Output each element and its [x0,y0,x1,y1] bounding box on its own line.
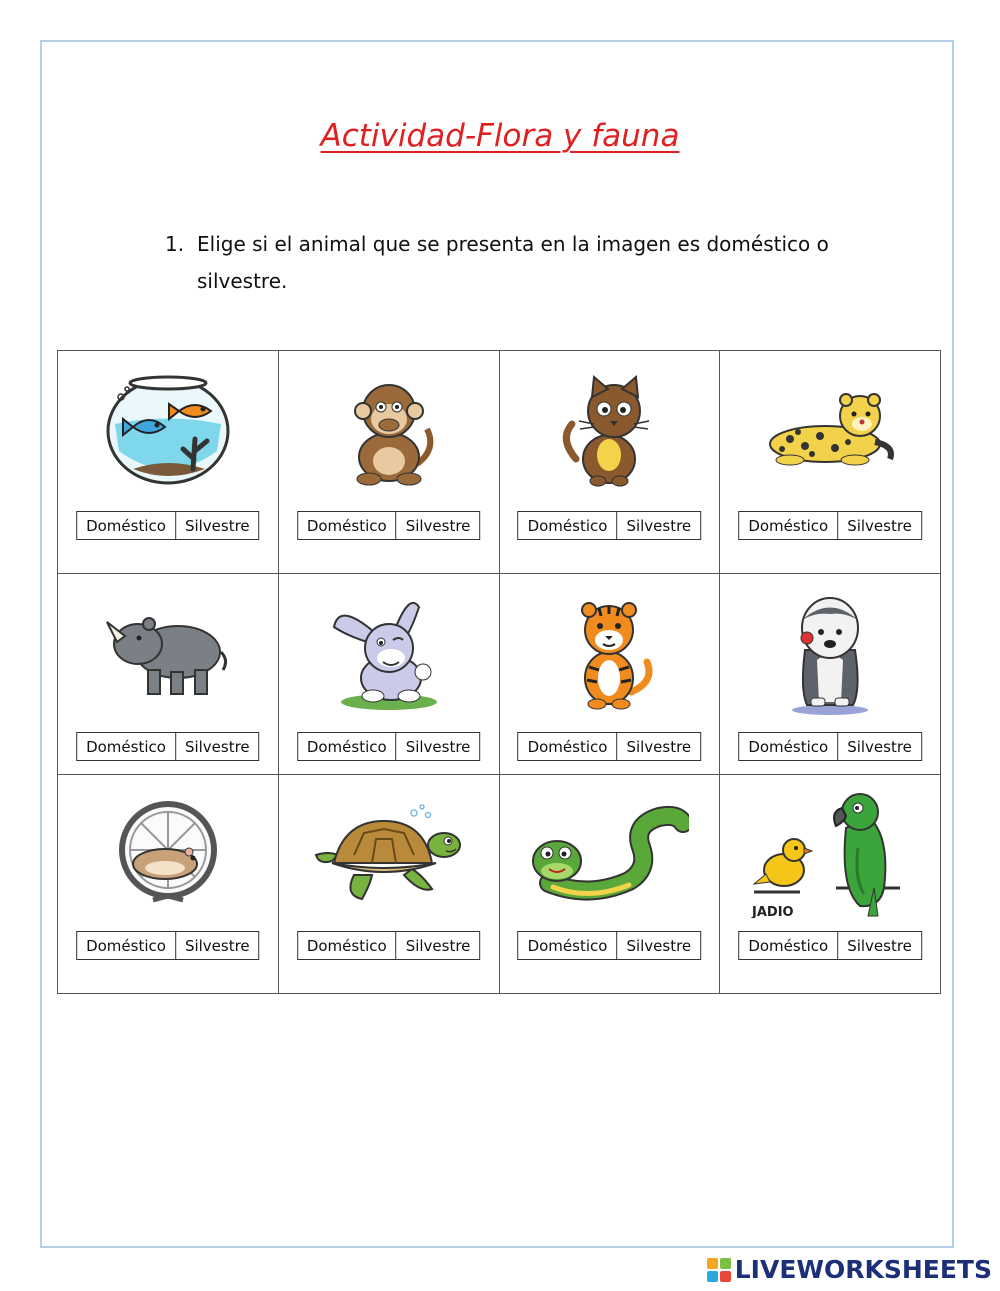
cell-fishbowl [58,351,279,574]
choice-group [76,732,260,761]
jaguar-icon [760,384,900,474]
option-silvestre[interactable]: Silvestre [396,512,480,539]
cell-turtle [278,775,499,994]
option-silvestre[interactable]: Silvestre [396,932,480,959]
choice-group [76,511,260,540]
cell-hamster [58,775,279,994]
option-silvestre[interactable]: Silvestre [837,932,921,959]
instruction-text: Elige si el animal que se presenta en la imagen es doméstico o silvestre. [197,232,829,293]
option-domestico[interactable]: Doméstico [527,516,608,535]
brand-mark-icon [707,1258,731,1282]
instruction [165,226,885,300]
option-domestico[interactable]: Doméstico [527,737,608,756]
option-domestico[interactable]: Doméstico [748,936,829,955]
option-silvestre[interactable]: Silvestre [837,733,921,760]
brand-square-3 [707,1271,718,1282]
option-domestico[interactable]: Doméstico [306,737,387,756]
animal-grid [57,350,941,994]
sheepdog-icon [785,590,875,715]
choice-group [518,511,702,540]
cell-tiger [499,574,720,775]
cat-icon [554,369,664,489]
option-silvestre[interactable]: Silvestre [616,733,700,760]
option-silvestre[interactable]: Silvestre [396,733,480,760]
page-title: Actividad-Flora y fauna [320,118,680,154]
snake-icon [529,803,689,903]
cell-snake [499,775,720,994]
cell-rabbit [278,574,499,775]
choice-group [76,931,260,960]
option-silvestre[interactable]: Silvestre [175,512,259,539]
option-silvestre[interactable]: Silvestre [837,512,921,539]
option-domestico[interactable]: Doméstico [748,516,829,535]
choice-group [738,511,922,540]
option-domestico[interactable]: Doméstico [86,516,166,535]
cell-monkey [278,351,499,574]
rabbit-icon [329,592,449,712]
option-domestico[interactable]: Doméstico [306,516,387,535]
option-silvestre[interactable]: Silvestre [175,932,259,959]
rhinoceros-icon [103,602,233,702]
choice-group [518,931,702,960]
option-domestico[interactable]: Doméstico [86,737,166,756]
option-domestico[interactable]: Doméstico [527,936,608,955]
brand-logo[interactable] [707,1255,992,1284]
option-silvestre[interactable]: Silvestre [616,512,700,539]
tiger-icon [559,592,659,712]
birds-caption: JADIO [752,905,794,918]
choice-group [518,732,702,761]
choice-group [297,931,481,960]
turtle-icon [314,803,464,903]
option-silvestre[interactable]: Silvestre [175,733,259,760]
choice-group [297,732,481,761]
brand-square-1 [707,1258,718,1269]
fishbowl-icon [103,369,233,489]
birds-icon [750,788,910,918]
choice-group [297,511,481,540]
cell-sheepdog [720,574,941,775]
brand-square-2 [720,1258,731,1269]
brand-name: LIVEWORKSHEETS [734,1255,992,1284]
brand-square-4 [720,1271,731,1282]
cell-jaguar [720,351,941,574]
choice-group [738,732,922,761]
cell-cat [499,351,720,574]
choice-group [738,931,922,960]
option-silvestre[interactable]: Silvestre [616,932,700,959]
instruction-number: 1. [165,232,185,256]
cell-rhinoceros [58,574,279,775]
monkey-icon [339,369,439,489]
option-domestico[interactable]: Doméstico [306,936,387,955]
option-domestico[interactable]: Doméstico [748,737,829,756]
cell-birds [720,775,941,994]
option-domestico[interactable]: Doméstico [86,936,166,955]
hamster-icon [113,798,223,908]
